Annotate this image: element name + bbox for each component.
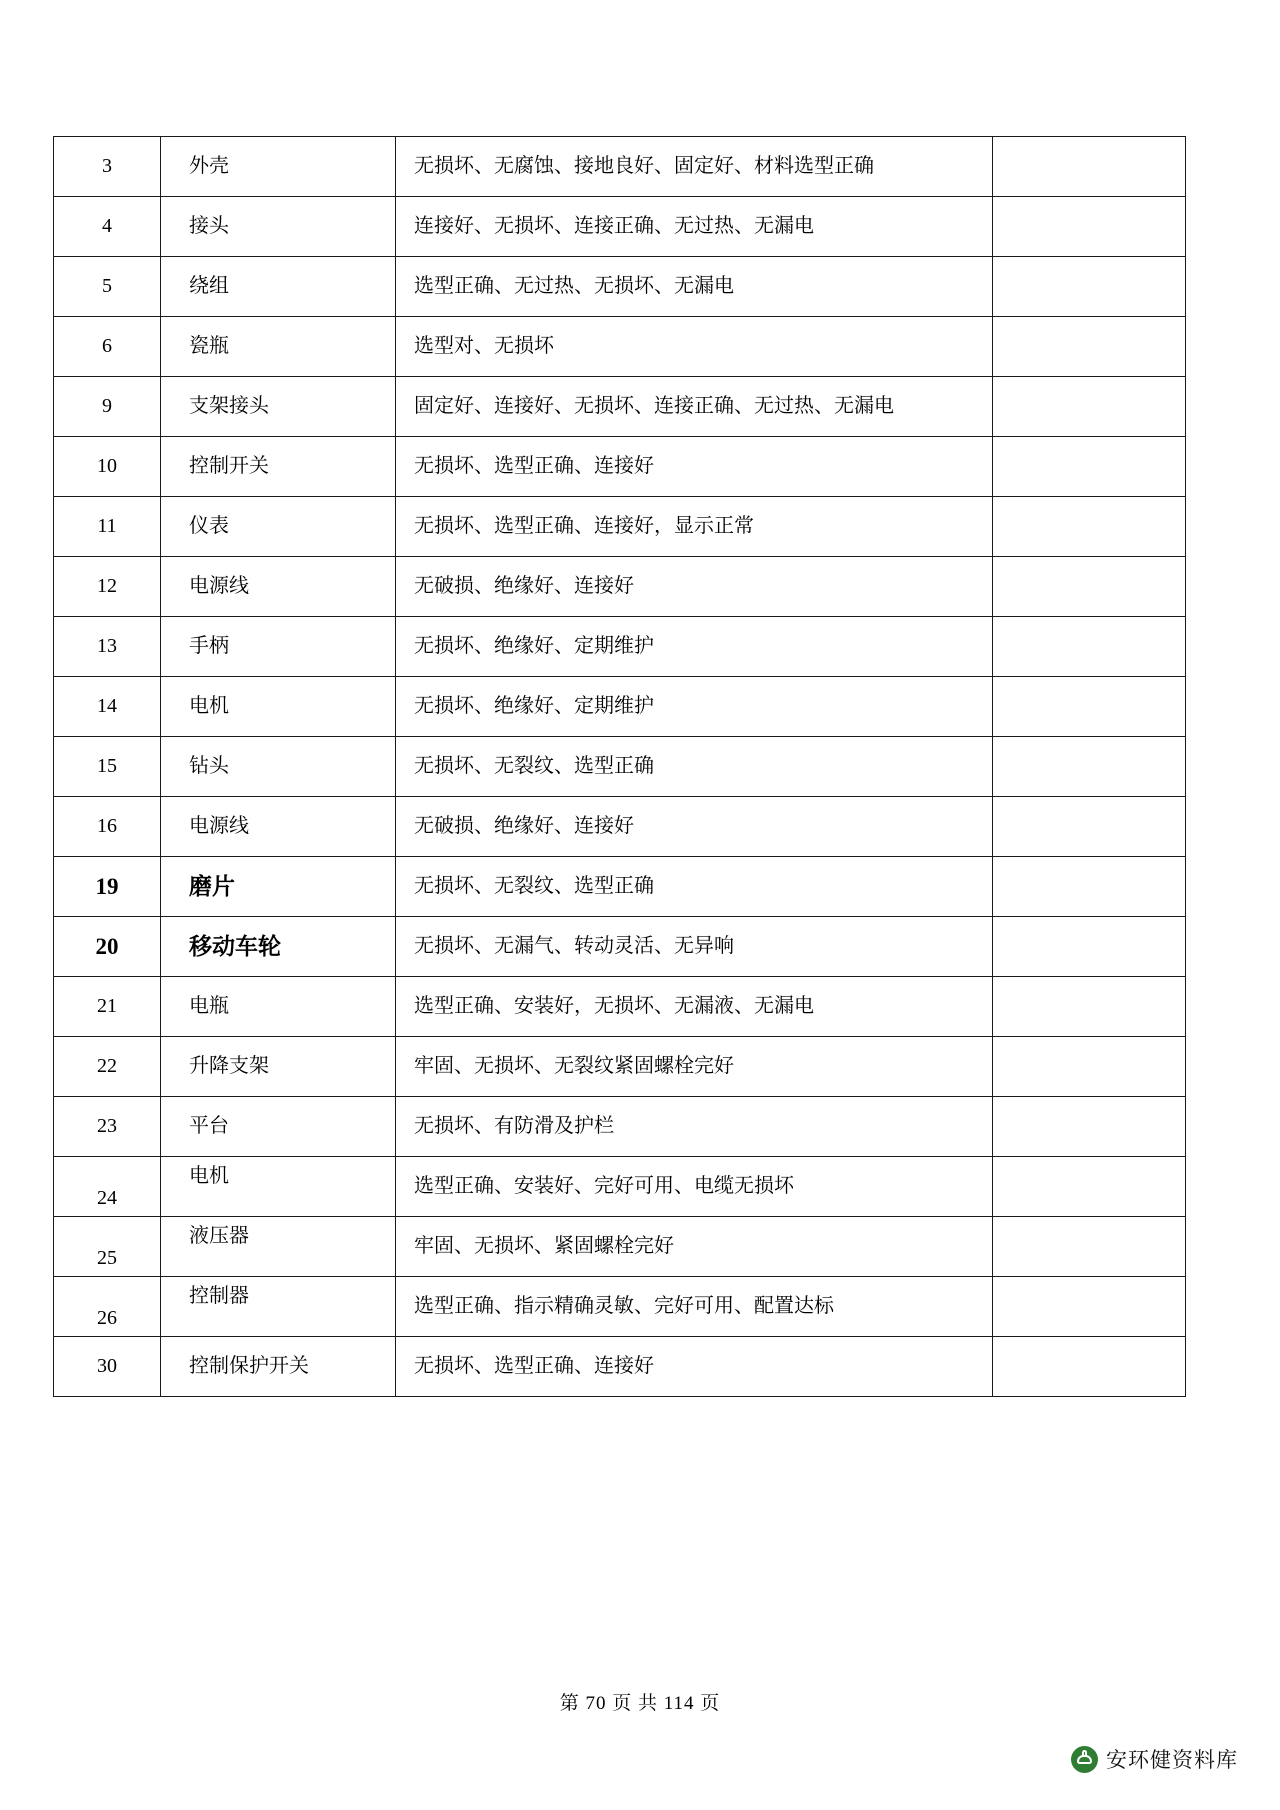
row-note	[993, 977, 1186, 1037]
table-row	[54, 677, 1186, 737]
row-note	[993, 1337, 1186, 1397]
row-requirement: 无损坏、无裂纹、选型正确	[396, 737, 993, 797]
row-number: 30	[54, 1337, 161, 1397]
table-row	[54, 1337, 1186, 1397]
row-number: 26	[54, 1277, 161, 1337]
row-part-name: 电源线	[161, 797, 396, 857]
row-requirement: 无破损、绝缘好、连接好	[396, 797, 993, 857]
row-number: 24	[54, 1157, 161, 1217]
table-body	[54, 137, 1186, 1397]
row-requirement: 无损坏、有防滑及护栏	[396, 1097, 993, 1157]
table-row	[54, 917, 1186, 977]
row-part-name: 支架接头	[161, 377, 396, 437]
row-part-name: 手柄	[161, 617, 396, 677]
row-number: 12	[54, 557, 161, 617]
row-part-name: 接头	[161, 197, 396, 257]
row-note	[993, 797, 1186, 857]
row-requirement: 选型对、无损坏	[396, 317, 993, 377]
row-number: 10	[54, 437, 161, 497]
row-note	[993, 1157, 1186, 1217]
row-requirement: 无损坏、选型正确、连接好，显示正常	[396, 497, 993, 557]
row-note	[993, 737, 1186, 797]
table-row	[54, 257, 1186, 317]
row-requirement: 选型正确、安装好、完好可用、电缆无损坏	[396, 1157, 993, 1217]
row-requirement: 选型正确、安装好，无损坏、无漏液、无漏电	[396, 977, 993, 1037]
table-row	[54, 857, 1186, 917]
row-requirement: 无损坏、选型正确、连接好	[396, 437, 993, 497]
row-part-name: 液压器	[161, 1217, 396, 1277]
row-part-name: 移动车轮	[161, 917, 396, 977]
row-part-name: 升降支架	[161, 1037, 396, 1097]
row-note	[993, 1037, 1186, 1097]
row-number: 16	[54, 797, 161, 857]
table-row	[54, 977, 1186, 1037]
row-number: 13	[54, 617, 161, 677]
row-note	[993, 257, 1186, 317]
row-part-name: 电机	[161, 677, 396, 737]
row-requirement: 无损坏、无腐蚀、接地良好、固定好、材料选型正确	[396, 137, 993, 197]
table-row	[54, 1277, 1186, 1337]
table-row	[54, 497, 1186, 557]
watermark-label: 安环健资料库	[1106, 1749, 1238, 1772]
row-note	[993, 377, 1186, 437]
table-row	[54, 197, 1186, 257]
row-number: 22	[54, 1037, 161, 1097]
row-requirement: 无损坏、选型正确、连接好	[396, 1337, 993, 1397]
wechat-official-account-icon	[1071, 1746, 1098, 1773]
table-row	[54, 437, 1186, 497]
row-part-name: 电机	[161, 1157, 396, 1217]
row-requirement: 牢固、无损坏、紧固螺栓完好	[396, 1217, 993, 1277]
row-number: 21	[54, 977, 161, 1037]
row-part-name: 电源线	[161, 557, 396, 617]
row-requirement: 固定好、连接好、无损坏、连接正确、无过热、无漏电	[396, 377, 993, 437]
row-number: 4	[54, 197, 161, 257]
row-number: 23	[54, 1097, 161, 1157]
row-note	[993, 497, 1186, 557]
row-note	[993, 437, 1186, 497]
row-requirement: 选型正确、指示精确灵敏、完好可用、配置达标	[396, 1277, 993, 1337]
table-row	[54, 617, 1186, 677]
row-note	[993, 197, 1186, 257]
row-requirement: 无损坏、绝缘好、定期维护	[396, 677, 993, 737]
row-part-name: 仪表	[161, 497, 396, 557]
row-part-name: 钻头	[161, 737, 396, 797]
row-number: 6	[54, 317, 161, 377]
row-part-name: 绕组	[161, 257, 396, 317]
row-part-name: 磨片	[161, 857, 396, 917]
row-part-name: 瓷瓶	[161, 317, 396, 377]
table-row	[54, 317, 1186, 377]
row-note	[993, 917, 1186, 977]
table-row	[54, 1097, 1186, 1157]
row-number: 15	[54, 737, 161, 797]
row-part-name: 电瓶	[161, 977, 396, 1037]
row-note	[993, 857, 1186, 917]
row-note	[993, 317, 1186, 377]
row-number: 20	[54, 917, 161, 977]
row-note	[993, 1097, 1186, 1157]
table-row	[54, 797, 1186, 857]
table-row	[54, 377, 1186, 437]
row-requirement: 牢固、无损坏、无裂纹紧固螺栓完好	[396, 1037, 993, 1097]
row-note	[993, 1277, 1186, 1337]
table-row	[54, 557, 1186, 617]
row-part-name: 外壳	[161, 137, 396, 197]
row-requirement: 无损坏、无裂纹、选型正确	[396, 857, 993, 917]
row-requirement: 无破损、绝缘好、连接好	[396, 557, 993, 617]
row-part-name: 控制保护开关	[161, 1337, 396, 1397]
row-note	[993, 617, 1186, 677]
row-requirement: 选型正确、无过热、无损坏、无漏电	[396, 257, 993, 317]
row-number: 9	[54, 377, 161, 437]
row-number: 19	[54, 857, 161, 917]
row-number: 25	[54, 1217, 161, 1277]
row-requirement: 连接好、无损坏、连接正确、无过热、无漏电	[396, 197, 993, 257]
table-row	[54, 1157, 1186, 1217]
row-part-name: 控制开关	[161, 437, 396, 497]
row-part-name: 控制器	[161, 1277, 396, 1337]
table-row	[54, 737, 1186, 797]
row-note	[993, 557, 1186, 617]
table-row	[54, 137, 1186, 197]
row-number: 14	[54, 677, 161, 737]
row-requirement: 无损坏、无漏气、转动灵活、无异响	[396, 917, 993, 977]
inspection-requirements-table	[53, 136, 1186, 1397]
row-note	[993, 1217, 1186, 1277]
row-number: 5	[54, 257, 161, 317]
table-row	[54, 1037, 1186, 1097]
watermark	[1071, 1744, 1238, 1774]
page-footer: 第 70 页 共 114 页	[559, 1693, 721, 1714]
row-note	[993, 677, 1186, 737]
row-note	[993, 137, 1186, 197]
table-row	[54, 1217, 1186, 1277]
row-requirement: 无损坏、绝缘好、定期维护	[396, 617, 993, 677]
row-number: 11	[54, 497, 161, 557]
row-number: 3	[54, 137, 161, 197]
row-part-name: 平台	[161, 1097, 396, 1157]
